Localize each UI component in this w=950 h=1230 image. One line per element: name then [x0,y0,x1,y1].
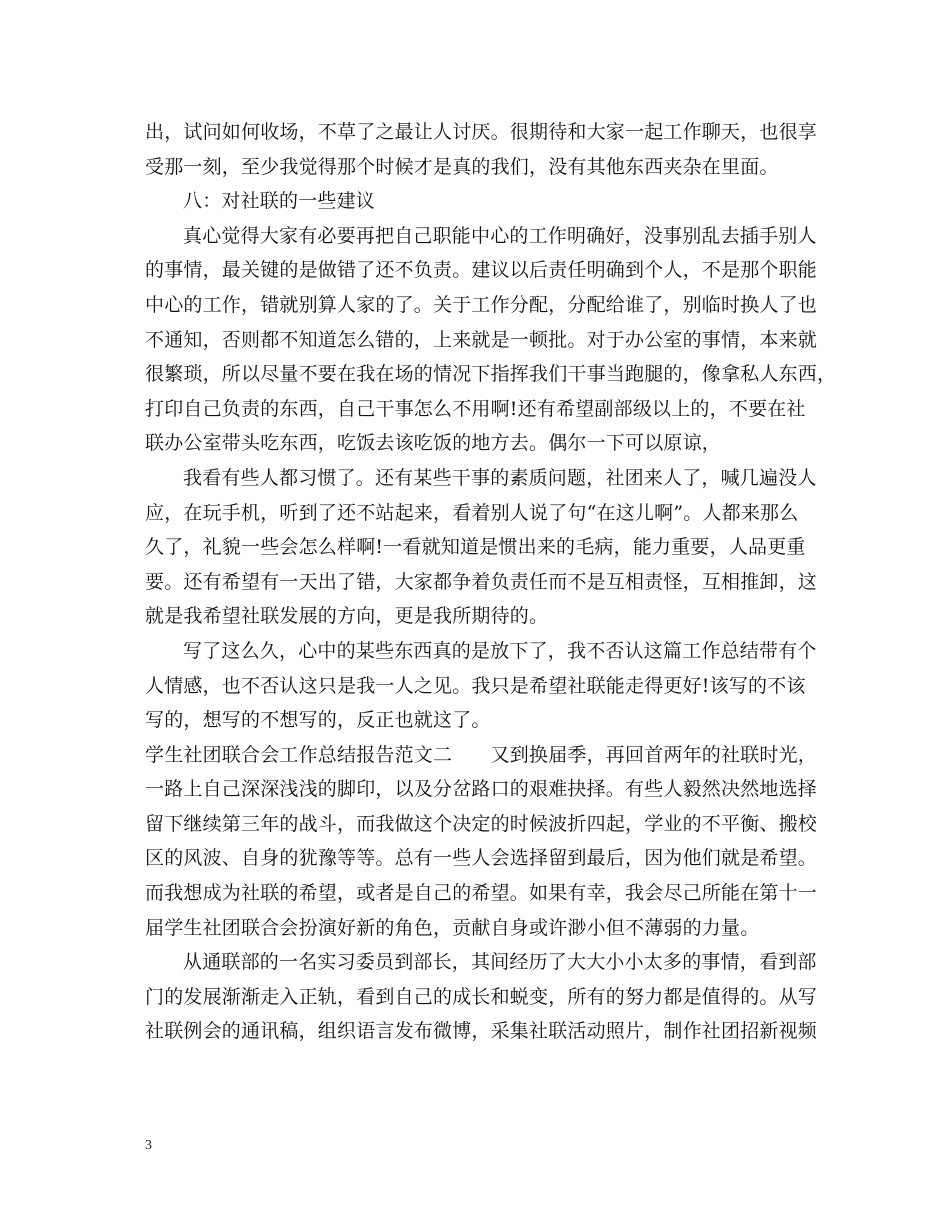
text-line: 门的发展渐渐走入正轨，看到自己的成长和蜕变，所有的努力都是值得的。从写 [145,985,818,1008]
text-line: 应，在玩手机，听到了还不站起来，看着别人说了句“在这儿啊”。人都来那么 [145,501,799,524]
text-line: 真心觉得大家有必要再把自己职能中心的工作明确好，没事别乱去插手别人 [183,224,817,247]
text-line: 出，试问如何收场，不草了之最让人讨厌。很期待和大家一起工作聊天，也很享 [145,121,818,143]
text-line: 写了这么久，心中的某些东西真的是放下了，我不否认这篇工作总结带有个 [183,639,817,662]
text-line: 久了，礼貌一些会怎么样啊!一看就知道是惯出来的毛病，能力重要，人品更重 [145,536,806,559]
text-line: 的事情，最关键的是做错了还不负责。建议以后责任明确到个人，不是那个职能 [145,259,818,282]
text-line: 而我想成为社联的希望，或者是自己的希望。如果有幸，我会尽己所能在第十一 [145,882,818,905]
text-line: 社联例会的通讯稿，组织语言发布微博，采集社联活动照片，制作社团招新视频 [145,1020,818,1043]
text-line: 八：对社联的一些建议 [183,190,376,213]
text-line: 要。还有希望有一天出了错，大家都争着负责任而不是互相责怪，互相推卸，这 [145,570,818,593]
text-line: 学生社团联合会工作总结报告范文二 又到换届季，再回首两年的社联时光， [145,743,818,766]
text-line: 写的，想写的不想写的，反正也就这了。 [145,709,491,732]
text-line: 联办公室带头吃东西，吃饭去该吃饭的地方去。偶尔一下可以原谅， [145,432,722,455]
text-line: 受那一刻，至少我觉得那个时候才是真的我们，没有其他东西夹杂在里面。 [145,155,779,178]
text-line: 人情感，也不否认这只是我一人之见。我只是希望社联能走得更好!该写的不该 [145,674,806,697]
text-line: 一路上自己深深浅浅的脚印，以及分岔路口的艰难抉择。有些人毅然决然地选择 [145,778,818,801]
text-line: 区的风波、自身的犹豫等等。总有一些人会选择留到最后，因为他们就是希望。 [145,847,818,870]
text-line: 我看有些人都习惯了。还有某些干事的素质问题，社团来人了，喊几遍没人 [183,466,817,489]
text-line: 打印自己负责的东西，自己干事怎么不用啊!还有希望副部级以上的，不要在社 [145,397,806,420]
text-line: 就是我希望社联发展的方向，更是我所期待的。 [145,605,549,628]
text-line: 很繁琐，所以尽量不要在我在场的情况下指挥我们干事当跑腿的，像拿私人东西， [145,363,837,386]
document-body [145,115,837,1049]
page-number: 3 [145,1138,152,1153]
text-line: 届学生社团联合会扮演好新的角色，贡献自身或许渺小但不薄弱的力量。 [145,916,760,939]
text-line: 不通知，否则都不知道怎么错的，上来就是一顿批。对于办公室的事情，本来就 [145,328,818,351]
text-line: 中心的工作，错就别算人家的了。关于工作分配，分配给谁了，别临时换人了也 [145,293,818,316]
text-line: 从通联部的一名实习委员到部长，其间经历了大大小小太多的事情，看到部 [183,951,817,974]
text-line: 留下继续第三年的战斗，而我做这个决定的时候波折四起，学业的不平衡、搬校 [145,812,818,835]
